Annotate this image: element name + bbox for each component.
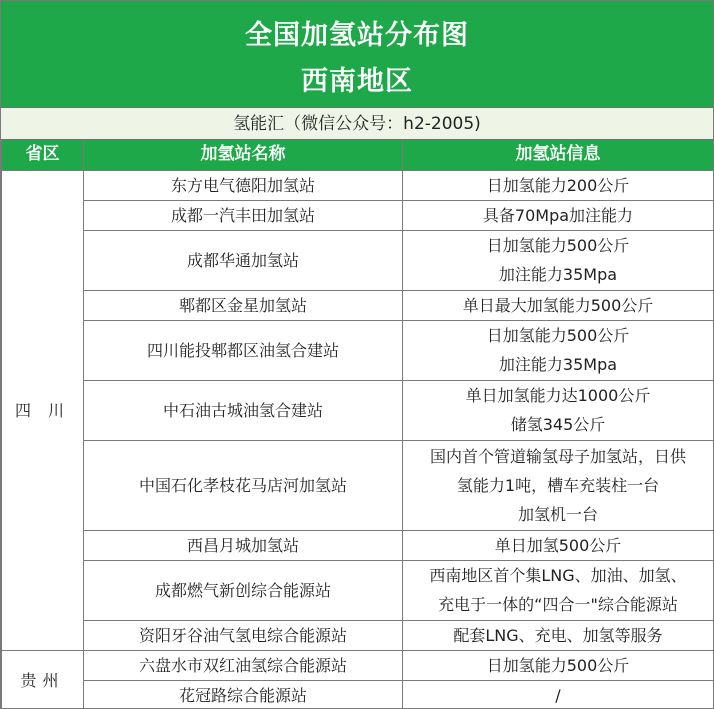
station-info-cell xyxy=(403,290,714,320)
station-name-cell: 西昌月城加氢站 xyxy=(84,530,403,560)
station-name-cell: 成都燃气新创综合能源站 xyxy=(84,560,403,620)
province-cell: 贵州 xyxy=(2,650,84,709)
station-info-line: 具备70Mpa加注能力 xyxy=(482,205,634,225)
station-name-cell: 资阳牙谷油气氢电综合能源站 xyxy=(84,620,403,650)
station-info-line: 日加氢能力200公斤 xyxy=(486,175,630,195)
station-info-line: / xyxy=(555,685,561,705)
station-name-cell: 成都一汽丰田加氢站 xyxy=(84,200,403,230)
station-name-cell: 中国石化孝枝花马店河加氢站 xyxy=(84,440,403,530)
title-banner xyxy=(1,1,713,108)
province-cell: 四 川 xyxy=(2,170,84,650)
table-row xyxy=(2,440,714,530)
station-info-cell xyxy=(403,230,714,290)
station-info-line: 日加氢能力500公斤 xyxy=(486,655,630,675)
station-info-line: 单日加氢能力达1000公斤 xyxy=(465,386,651,405)
table-row xyxy=(2,290,714,320)
station-name-cell: 中石油古城油氢合建站 xyxy=(84,380,403,440)
table-row xyxy=(2,650,714,680)
station-info-cell xyxy=(403,200,714,230)
station-info-cell xyxy=(403,620,714,650)
station-info-line: 日加氢能力500公斤 xyxy=(486,326,630,345)
table-row xyxy=(2,620,714,650)
station-name-cell: 成都华通加氢站 xyxy=(84,230,403,290)
station-info-cell xyxy=(403,530,714,560)
table-row xyxy=(2,380,714,440)
station-name-cell: 郫都区金星加氢站 xyxy=(84,290,403,320)
table-row xyxy=(2,320,714,380)
table-row xyxy=(2,170,714,200)
station-info-cell xyxy=(403,440,714,530)
station-info-cell xyxy=(403,380,714,440)
station-info-line: 单日最大加氢能力500公斤 xyxy=(462,295,654,315)
station-info-line: 加注能力35Mpa xyxy=(498,355,618,374)
station-info-line: 加注能力35Mpa xyxy=(498,265,618,284)
station-name-cell: 六盘水市双红油氢综合能源站 xyxy=(84,650,403,680)
column-header-station-name: 加氢站名称 xyxy=(84,140,403,170)
table-body xyxy=(2,170,714,709)
table-row xyxy=(2,680,714,709)
table-row xyxy=(2,230,714,290)
station-info-line: 配套LNG、充电、加氢等服务 xyxy=(453,625,663,645)
station-info-cell xyxy=(403,170,714,200)
station-name-cell: 花冠路综合能源站 xyxy=(84,680,403,709)
region-subtitle: 西南地区 xyxy=(301,66,413,97)
station-info-line: 国内首个管道输氢母子加氢站，日供 xyxy=(429,446,686,466)
station-info-cell xyxy=(403,320,714,380)
table-row xyxy=(2,200,714,230)
column-header-province: 省区 xyxy=(2,140,84,170)
source-credit: 氢能汇（微信公众号：h2-2005) xyxy=(1,108,713,140)
table-row xyxy=(2,530,714,560)
station-info-line: 储氢345公斤 xyxy=(510,415,606,434)
station-name-cell: 四川能投郫都区油氢合建站 xyxy=(84,320,403,380)
station-info-line: 西南地区首个集LNG、加油、加氢、 xyxy=(429,566,687,585)
station-info-line: 充电于一体的“四合一"综合能源站 xyxy=(438,595,678,614)
station-info-cell xyxy=(403,650,714,680)
station-info-cell xyxy=(403,560,714,620)
station-info-line: 日加氢能力500公斤 xyxy=(486,236,630,255)
column-header-station-info: 加氢站信息 xyxy=(403,140,714,170)
station-info-line: 单日加氢500公斤 xyxy=(494,535,622,555)
station-info-line: 氢能力1吨，槽车充装柱一台 xyxy=(456,475,660,495)
page-title: 全国加氢站分布图 xyxy=(245,20,469,51)
table-row xyxy=(2,560,714,620)
table-header-row xyxy=(2,140,714,170)
station-table xyxy=(1,140,714,709)
station-info-cell xyxy=(403,680,714,709)
station-info-line: 加氢机一台 xyxy=(517,504,598,524)
station-name-cell: 东方电气德阳加氢站 xyxy=(84,170,403,200)
